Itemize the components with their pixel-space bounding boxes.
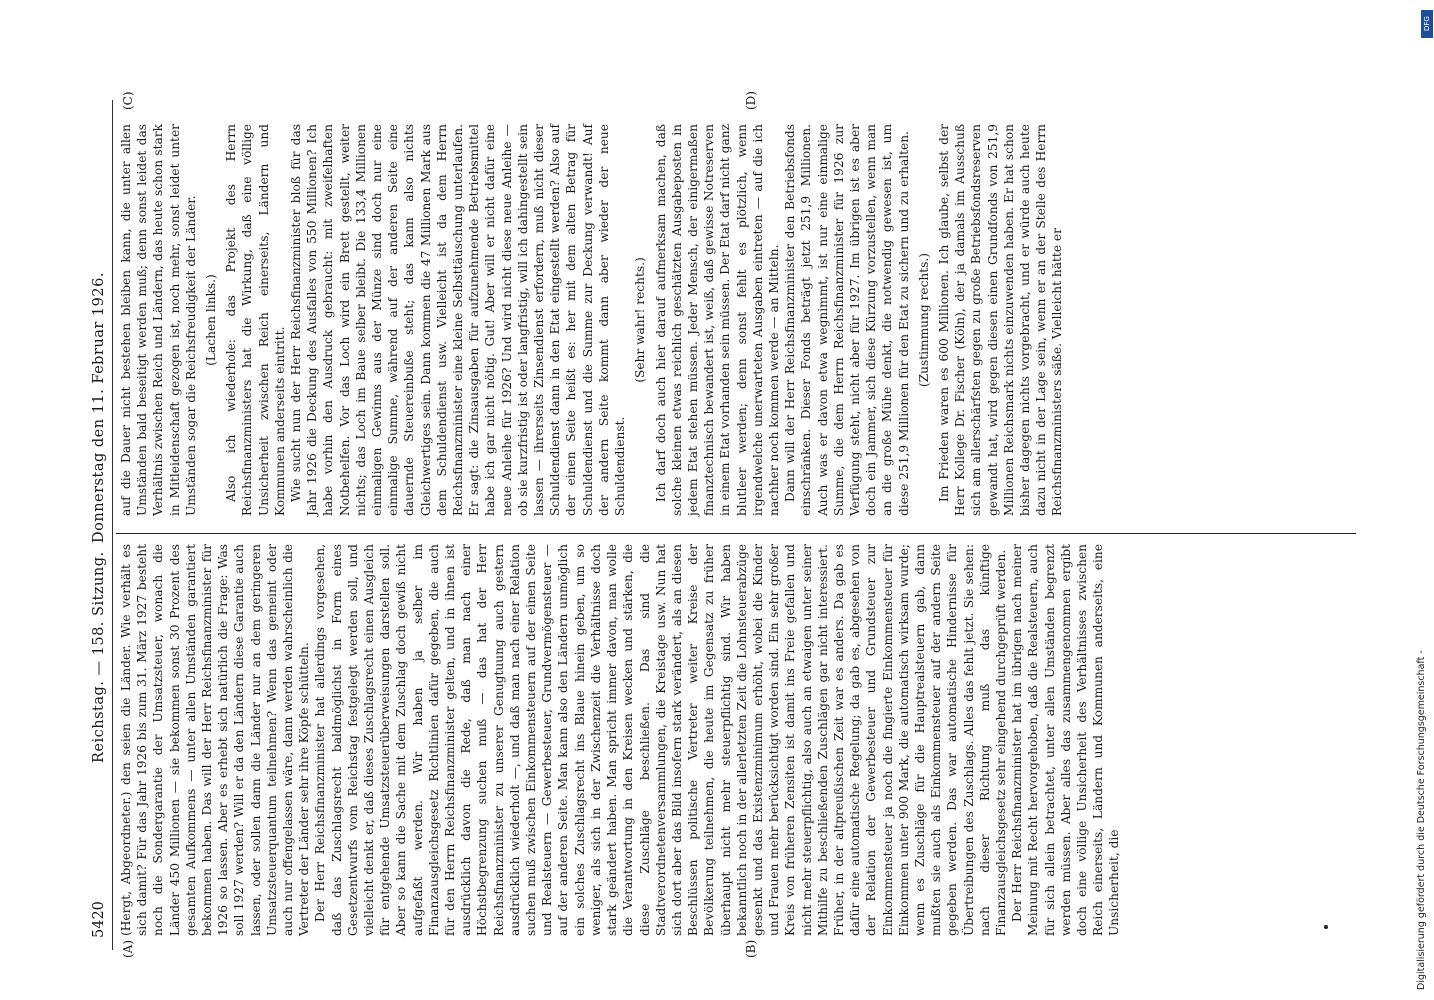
paragraph: Im Frieden waren es 600 Millionen. Ich glaube, selbst der Herr Kollege Dr. Fischer (Köln), der ja damals im Ausschuß sich am allerschärfsten gegen zu große Betriebsfondsreserven gewandt hat, wird gegen diesen einen Grundfonds von 251,9 Millionen Reichsmark nichts einzuwenden haben. Er hat schon bisher dagegen nichts vorgebracht, und er würde auch heute dazu nicht in der Lage sein, wenn er an der Stelle des Herrn Reichsfinanzministers säße. Vielleicht hätte er	[936, 124, 1065, 516]
scan-speck	[1324, 925, 1328, 929]
dfg-logo: DFG	[1421, 10, 1433, 38]
paragraph: Also ich wiederhole: das Projekt des Herrn Reichsfinanzministers hat die Wirkung, daß eine völlige Unsicherheit zwischen Reich einerseits, Ländern und Kommunen anderseits eintritt.	[224, 124, 287, 516]
left-column	[118, 544, 1123, 936]
right-column	[118, 124, 1066, 516]
margin-mark-c: (C)	[121, 91, 135, 110]
session-title: Reichstag. — 158. Sitzung.	[91, 551, 107, 763]
interjection: (Sehr wahr! rechts.)	[633, 257, 648, 383]
paragraph: (Hergt, Abgeordneter.) den seien die Länder. Wie verhält es sich damit? Für das Jahr 1926 bis zum 31. März 1927 besteht noch die Sondergarantie der Umsatzsteuer, wonach die Länder 450 Millionen — sie bekommen sonst 30 Prozent des gesamten Aufkommens — unter allen Umständen garantiert bekommen haben. Das will der Herr Reichsfinanzminister für 1926 so lassen. Aber es erhebt sich natürlich die Frage: Was soll 1927 werden? Will er da den Ländern diese Garantie auch lassen, oder sollen dann die Länder nur an dem geringeren Umsatzsteuerquantum teilnehmen? Wenn das gemeint oder auch nur offengelassen wäre, dann werden wahrscheinlich die Vertreter der Länder sehr ihre Köpfe schütteln.	[119, 544, 312, 936]
header-rule	[112, 100, 113, 950]
paragraph: Ich darf doch auch hier darauf aufmerksam machen, daß solche kleinen etwas reichlich geschätzten Ausgabeposten in jedem Etat stehen müssen. Jeder Mensch, der einigermaßen finanztechnisch bewandert ist, weiß, daß gewisse Notreserven in einem Etat vorhanden sein müssen. Der Etat darf nicht ganz blutleer werden; denn sonst fehlt es plötzlich, wenn irgendwelche unerwarteten Ausgaben eintreten — auf die ich nachher noch kommen werde — an Mitteln.	[653, 124, 781, 516]
paragraph: auf die Dauer nicht bestehen bleiben kann, die unter allen Umständen bald beseitigt werden muß; denn sonst leidet das Verhältnis zwischen Reich und Ländern, das heute schon stark in Mitleidenschaft gezogen ist, noch mehr, sonst leidet unter Umständen sogar die Reichsfreudigkeit der Länder.	[119, 124, 198, 516]
margin-mark-a: (A)	[121, 939, 135, 958]
paragraph: Der Herr Reichsfinanzminister hat im übrigen nach meiner Meinung mit Recht hervorgehoben, daß die Realsteuern, auch für sich allein betrachtet, unter allen Umständen begrenzt werden müssen. Aber alles das zusammengenommen ergibt doch eine völlige Unsicherheit des Verhältnisses zwischen Reich einerseits, Ländern und Kommunen anderseits, eine Unsicherheit, die	[1010, 544, 1122, 936]
column-divider	[116, 533, 1356, 534]
paragraph: Dann will der Herr Reichsfinanzminister den Betriebsfonds einschränken. Dieser Fonds beträgt jetzt 251,9 Millionen. Auch was er davon etwa wegnimmt, ist nur eine einmalige Summe, die dem Herrn Reichsfinanzminister für 1926 zur Verfügung steht, nicht aber für 1927. Im übrigen ist es aber doch ein Jammer, sich diese Kürzung vorzustellen, wenn man an die große Mühe denkt, die notwendig gewesen ist, um diese 251,9 Millionen für den Etat zu sichern und zu erhalten.	[783, 124, 911, 516]
session-date: Donnerstag den 11. Februar 1926.	[91, 272, 107, 543]
paragraph: Der Herr Reichsfinanzminister hat allerdings vorgesehen, daß das Zuschlagsrecht baldmöglichst in Form eines Gesetzentwurfs vom Reichstag festgelegt werden soll, und vielleicht denkt er, daß dieses Zuschlagsrecht einen Ausgleich für entgehende Umsatzsteuerüberweisungen darstellen soll. Aber so kann die Sache mit dem Zuschlag doch gewiß nicht aufgefaßt werden. Wir haben ja selber im Finanzausgleichsgesetz Richtlinien dafür gegeben, die auch für den Herrn Reichsfinanzminister gelten, und in ihnen ist ausdrücklich davon die Rede, daß man nach einer Höchstbegrenzung suchen muß — das hat der Herr Reichsfinanzminister zu unserer Genugtuung auch gestern ausdrücklich wiederholt —, und daß man nach einer Relation suchen muß zwischen Einkommensteuern auf der einen Seite und Realsteuern — Gewerbesteuer, Grundvermögensteuer — auf der anderen Seite. Man kann also den Ländern unmöglich ein solches Zuschlagsrecht ins Blaue hinein geben, um so weniger, als sich in der Zwischenzeit die Verhältnisse doch stark geändert haben. Man spricht immer davon, man wolle die Verantwortung in den Kreisen wecken und stärken, die diese Zuschläge beschließen. Das sind die Stadtverordnetenversammlungen, die Kreistage usw. Nun hat sich dort aber das Bild insofern stark verändert, als an diesen Beschlüssen politische Vertreter weiter Kreise der Bevölkerung teilnehmen, die heute im Gegensatz zu früher überhaupt nicht mehr steuerpflichtig sind. Wir haben bekanntlich noch in der allerletzten Zeit die Lohnsteuerabzüge gesenkt und das Existenzminimum erhöht, wobei die Kinder und Frauen mehr berücksichtigt worden sind. Ein sehr großer Kreis von früheren Zensiten ist damit ins Freie gefallen und nicht mehr steuerpflichtig, also auch an etwaigen unter seiner Mithilfe zu beschließenden Zuschlägen gar nicht interessiert. Früher, in der altpreußischen Zeit war es anders. Da gab es dafür eine automatische Regelung; da gab es, abgesehen von der Relation der Gewerbesteuer und Grundsteuer zur Einkommensteuer ja noch die fingierte Einkommensteuer für Einkommen unter 900 Mark, die automatisch wirksam wurde; wenn es Zuschläge für die Hauptrealsteuern gab, dann mußten sie auch als Einkommensteuer auf der andern Seite gegeben werden. Das war automatische Hindernisse für Übertreibungen des Zuschlags. Alles das fehlt jetzt. Sie sehen: nach dieser Richtung muß das künftige Finanzausgleichsgesetz sehr eingehend durchgeprüft werden.	[313, 544, 1008, 936]
paragraph: Wie sucht nun der Herr Reichsfinanzminister bloß für das Jahr 1926 die Deckung des Ausfalles von 550 Millionen? Ich habe vorhin den Ausdruck gebraucht: mit zweifelhaften Notbehelfen. Vor das Loch wird ein Brett gestellt, weiter nichts; das Loch im Baue selber bleibt. Die 133,4 Millionen einmaligen Gewinns aus der Münze sind doch nur eine einmalige Summe, während auf der anderen Seite eine dauernde Steuereinbuße steht; das kann also nichts Gleichwertiges sein. Dann kommen die 47 Millionen Mark aus dem Schuldendienst usw. Vielleicht ist da dem Herrn Reichsfinanzminister eine kleine Selbsttäuschung unterlaufen. Er sagt: die Zinsausgaben für aufzunehmende Betriebsmittel habe ich gar nicht nötig. Gut! Aber will er nicht dafür eine neue Anleihe für 1926? Und wird nicht diese neue Anleihe — ob sie kurzfristig ist oder langfristig, will ich dahingestellt sein lassen — ihrerseits Zinsendienst erfordern, muß nicht dieser Schuldendienst dann in den Etat eingestellt werden? Also auf der einen Seite heißt es: her mit dem alten Betrag für Schuldendienst und die Summe zur Deckung verwandt! Auf der andern Seite kommt dann aber wieder der neue Schuldendienst.	[289, 124, 628, 516]
margin-mark-b: (B)	[744, 939, 758, 958]
digitization-credit: Digitalisierung gefördert durch die Deutsche Forschungsgemeinschaft -	[1416, 650, 1427, 990]
interjection: (Zustimmung rechts.)	[916, 252, 931, 388]
page-header	[88, 103, 110, 938]
interjection: (Lachen links.)	[204, 274, 219, 366]
page-number: 5420	[91, 901, 107, 938]
document-page	[88, 90, 1358, 958]
margin-mark-d: (D)	[744, 91, 758, 110]
